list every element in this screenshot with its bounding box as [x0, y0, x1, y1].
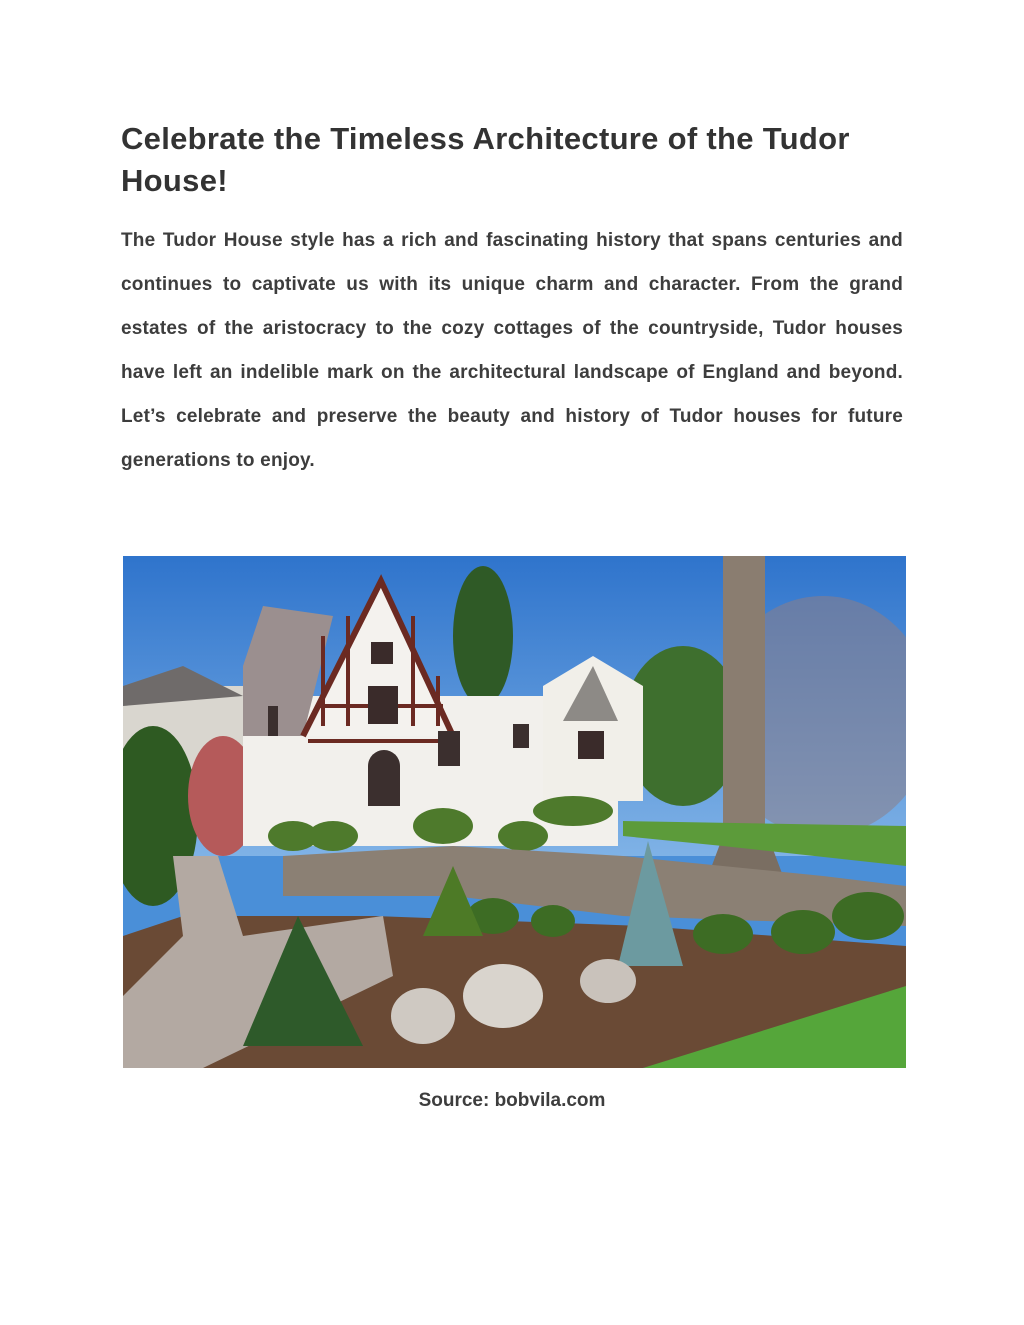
- page-title: Celebrate the Timeless Architecture of the Tudor House!: [121, 121, 850, 198]
- tudor-house-photo: [123, 556, 906, 1068]
- image-caption: Source: bobvila.com: [418, 1090, 606, 1111]
- article-body: The Tudor House style has a rich and fascinating history that spans centuries and continues to captivate us with its unique charm and character. From the grand estates of the aristocracy to the cozy cottages of the countryside, Tudor houses have left an indelible mark on the architectural landscape of England and beyond. Let’s celebrate and preserve the beauty and history of Tudor houses for future generations to enjoy.: [121, 230, 903, 471]
